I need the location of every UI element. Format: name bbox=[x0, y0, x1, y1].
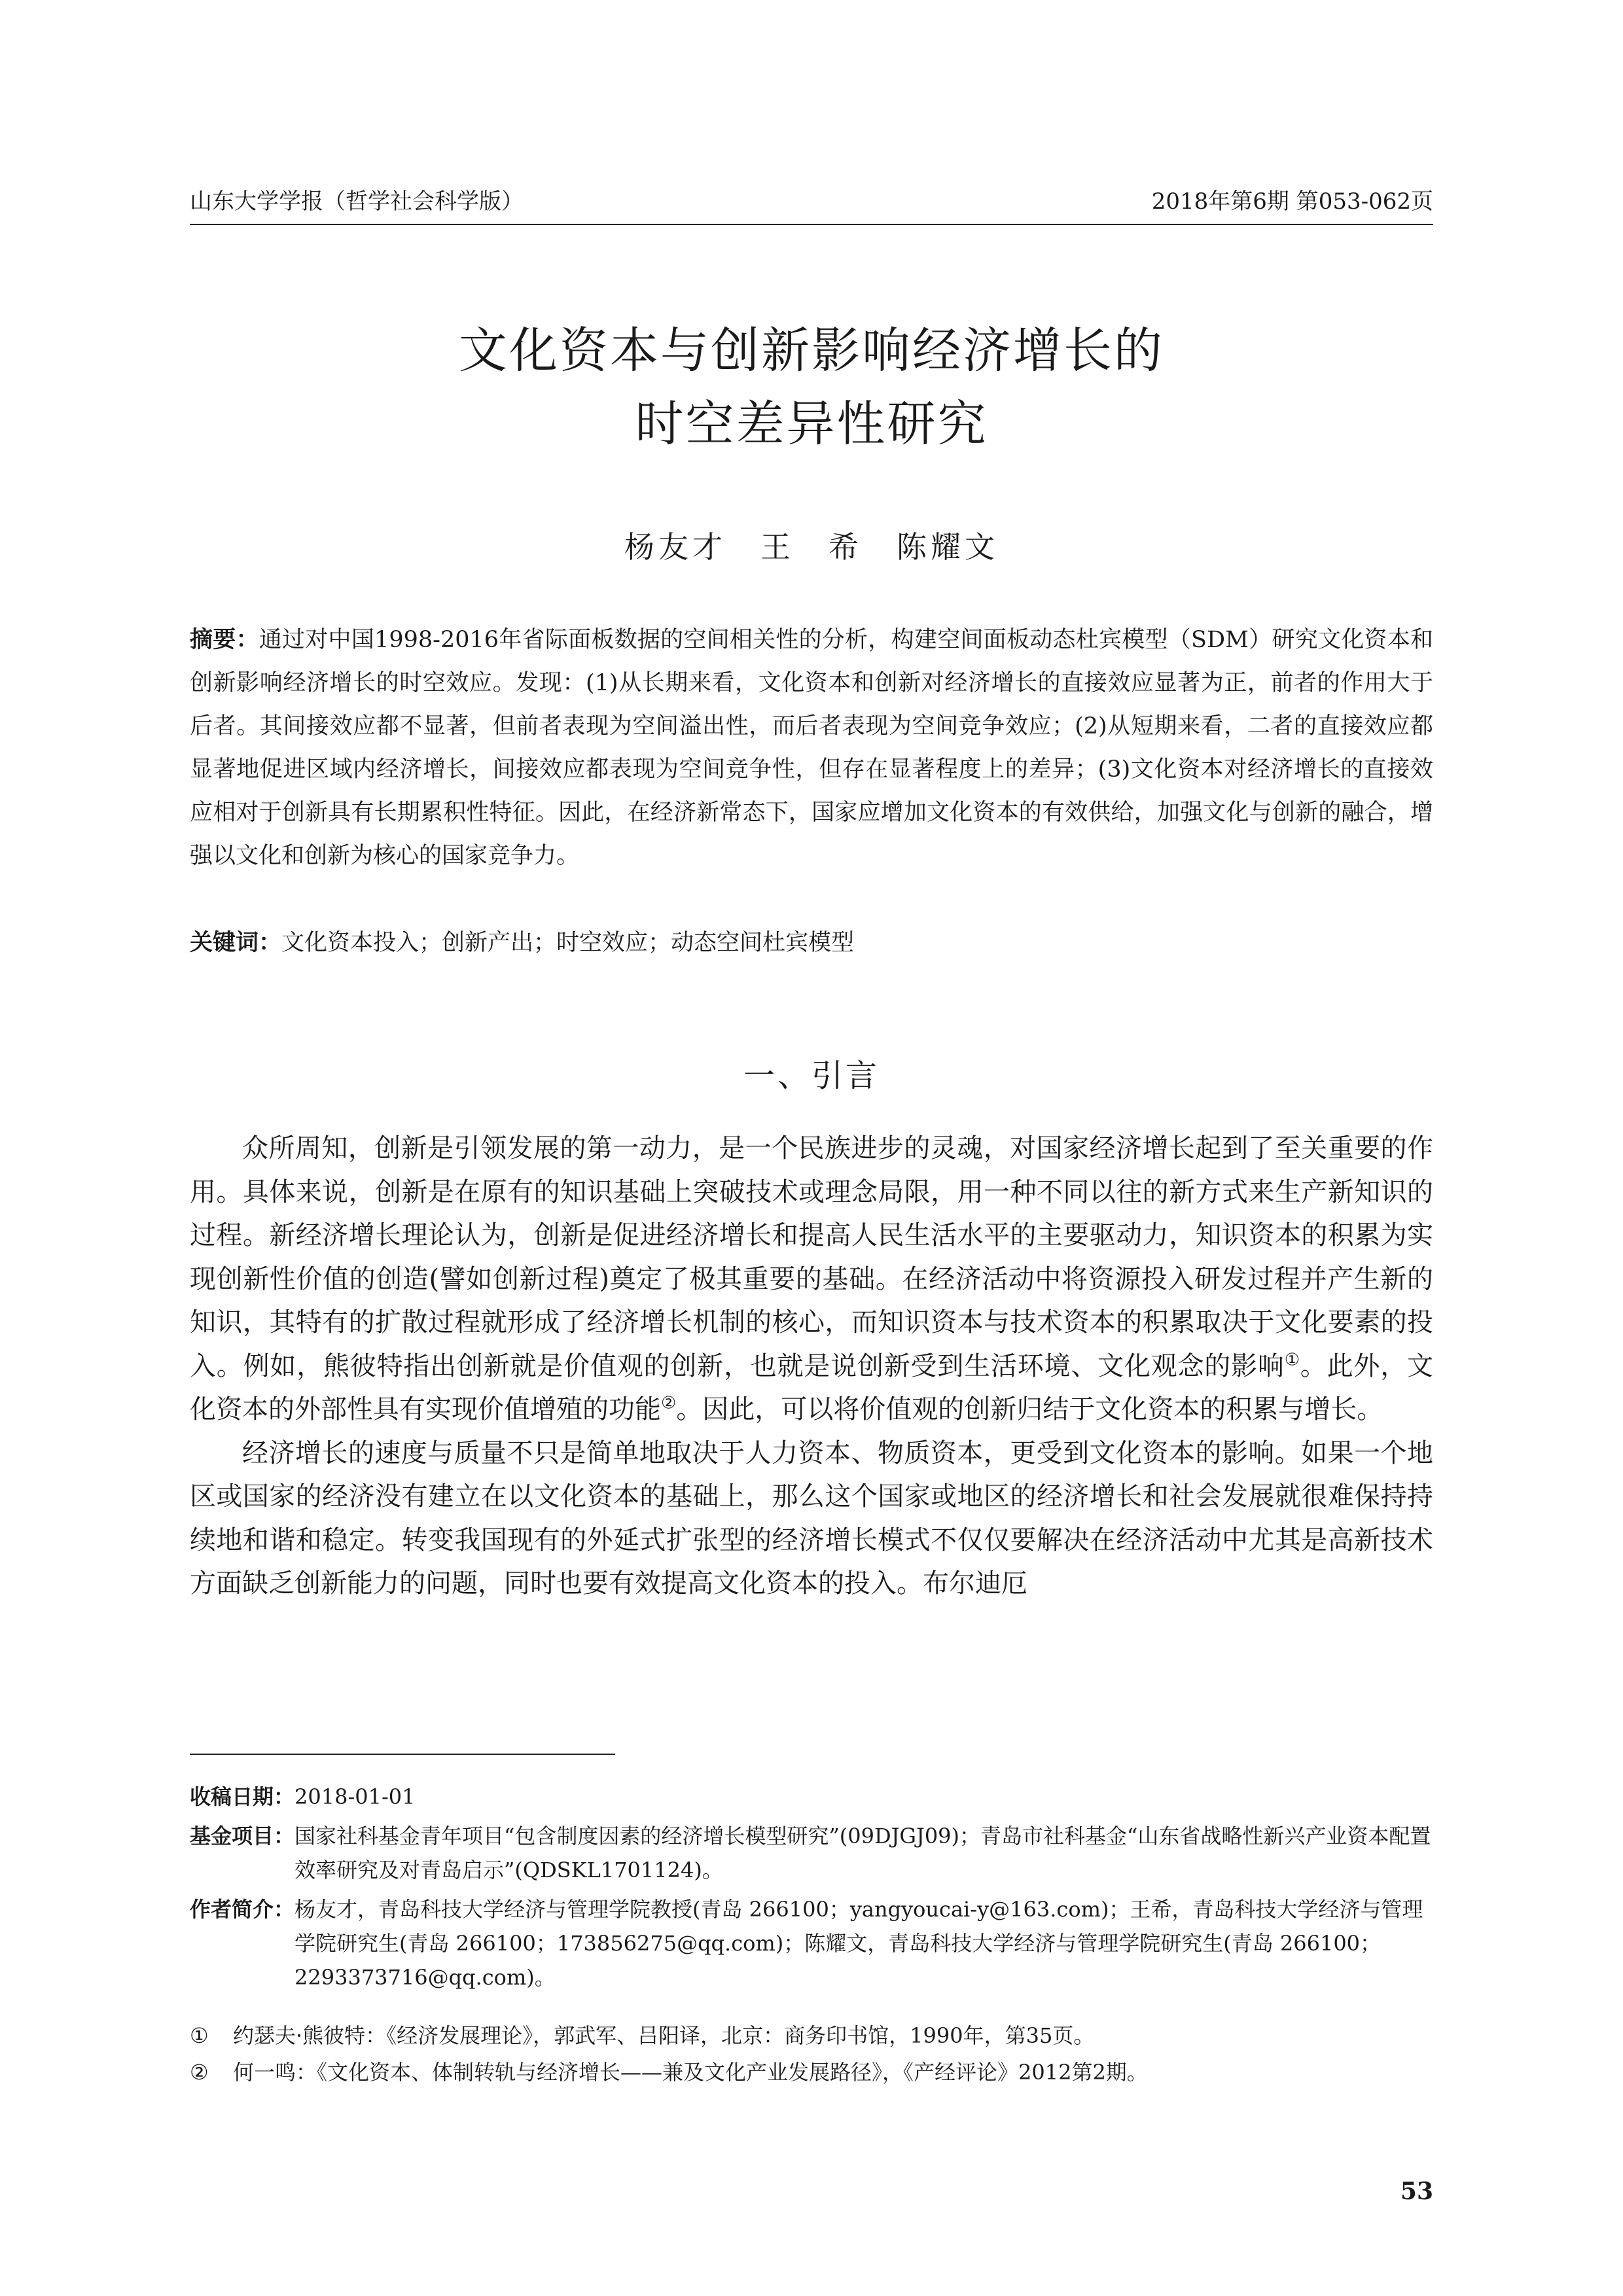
footnotes bbox=[190, 2019, 1433, 2092]
section-heading: 一、引言 bbox=[743, 1057, 880, 1094]
paragraph-2: 经济增长的速度与质量不只是简单地取决于人力资本、物质资本，更受到文化资本的影响。如果一个地区或国家的经济没有建立在以文化资本的基础上，那么这个国家或地区的经济增长和社会发展就很难保持持续地和谐和稳定。转变我国现有的外延式扩张型的经济增长模式不仅仅要解决在经济活动中尤其是高新技术方面缺乏创新能力的问题，同时也要有效提高文化资本的投入。布尔迪厄 bbox=[190, 1438, 1433, 1598]
footnote-2-mark: ② bbox=[190, 2060, 209, 2085]
received-date-row bbox=[190, 1780, 1433, 1814]
abstract bbox=[190, 618, 1433, 877]
body-text bbox=[190, 1127, 1433, 1606]
paragraph-1 bbox=[190, 1127, 1433, 1432]
keywords-text: 文化资本投入；创新产出；时空效应；动态空间杜宾模型 bbox=[281, 930, 855, 956]
abstract-text: 通过对中国1998-2016年省际面板数据的空间相关性的分析，构建空间面板动态杜宾模型（SDM）研究文化资本和创新影响经济增长的时空效应。发现：(1)从长期来看，文化资本和创新对经济增长的直接效应显著为正，前者的作用大于后者。其间接效应都不显著，但前者表现为空间溢出性，而后者表现为空间竞争效应；(2)从短期来看，二者的直接效应都显著地促进区域内经济增长，间接效应都表现为空间竞争性，但存在显著程度上的差异；(3)文化资本对经济增长的直接效应相对于创新具有长期累积性特征。因此，在经济新常态下，国家应增加文化资本的有效供给，加强文化与创新的融合，增强以文化和创新为核心的国家竞争力。 bbox=[190, 627, 1433, 869]
fund-label: 基金项目： bbox=[190, 1824, 295, 1848]
title-line-2: 时空差异性研究 bbox=[635, 396, 988, 452]
issue-info: 2018年第6期 第053-062页 bbox=[1151, 188, 1433, 215]
running-header bbox=[190, 182, 1433, 225]
footnote-1-mark: ① bbox=[190, 2023, 209, 2048]
paragraph-1-part-b: 。此外，文化资本的外部性具有实现价值增殖的功能 bbox=[190, 1351, 1434, 1424]
received-date: 2018-01-01 bbox=[294, 1784, 416, 1809]
paragraph-1-part-c: 。因此，可以将价值观的创新归结于文化资本的积累与增长。 bbox=[676, 1394, 1383, 1424]
footnote-ref-2[interactable]: ② bbox=[661, 1393, 677, 1413]
author-list: 杨友才 王 希 陈耀文 bbox=[624, 529, 999, 565]
footnote-1 bbox=[190, 2019, 1433, 2053]
title-line-1: 文化资本与创新影响经济增长的 bbox=[459, 323, 1164, 379]
article-metadata bbox=[190, 1780, 1433, 2000]
footnote-2-text: 何一鸣：《文化资本、体制转轨与经济增长——兼及文化产业发展路径》，《产经评论》2012第2期。 bbox=[233, 2060, 1148, 2085]
author-info-text: 杨友才，青岛科技大学经济与管理学院教授(青岛 266100；yangyoucai-y@163.com)；王希，青岛科技大学经济与管理学院研究生(青岛 266100；173856275@qq.com)；陈耀文，青岛科技大学经济与管理学院研究生(青岛 266100；2293373716@qq.com)。 bbox=[294, 1897, 1423, 1990]
fund-row bbox=[190, 1819, 1433, 1887]
page-number: 53 bbox=[1400, 2178, 1433, 2205]
author-info-row bbox=[190, 1892, 1433, 1994]
footnote-ref-1[interactable]: ① bbox=[1284, 1350, 1300, 1370]
article-title bbox=[190, 314, 1433, 461]
fund-text: 国家社科基金青年项目“包含制度因素的经济增长模型研究”(09DJGJ09)；青岛市社科基金“山东省战略性新兴产业资本配置效率研究及对青岛启示”(QDSKL1701124)。 bbox=[294, 1824, 1431, 1882]
abstract-label: 摘要： bbox=[190, 627, 259, 653]
author-info-label: 作者简介： bbox=[190, 1897, 295, 1922]
footnote-1-text: 约瑟夫·熊彼特：《经济发展理论》，郭武军、吕阳译，北京：商务印书馆，1990年，第35页。 bbox=[233, 2023, 1095, 2048]
footnote-2 bbox=[190, 2055, 1433, 2089]
footnote-divider bbox=[190, 1754, 615, 1755]
paragraph-1-part-a: 众所周知，创新是引领发展的第一动力，是一个民族进步的灵魂，对国家经济增长起到了至关重要的作用。具体来说，创新是在原有的知识基础上突破技术或理念局限，用一种不同以往的新方式来生产新知识的过程。新经济增长理论认为，创新是促进经济增长和提高人民生活水平的主要驱动力，知识资本的积累为实现创新性价值的创造(譬如创新过程)奠定了极其重要的基础。在经济活动中将资源投入研发过程并产生新的知识，其特有的扩散过程就形成了经济增长机制的核心，而知识资本与技术资本的积累取决于文化要素的投入。例如，熊彼特指出创新就是价值观的创新，也就是说创新受到生活环境、文化观念的影响 bbox=[190, 1133, 1433, 1381]
journal-name: 山东大学学报（哲学社会科学版） bbox=[190, 188, 524, 215]
keywords-label: 关键词： bbox=[190, 930, 282, 956]
keywords bbox=[190, 921, 1433, 964]
received-label: 收稿日期： bbox=[190, 1784, 295, 1809]
